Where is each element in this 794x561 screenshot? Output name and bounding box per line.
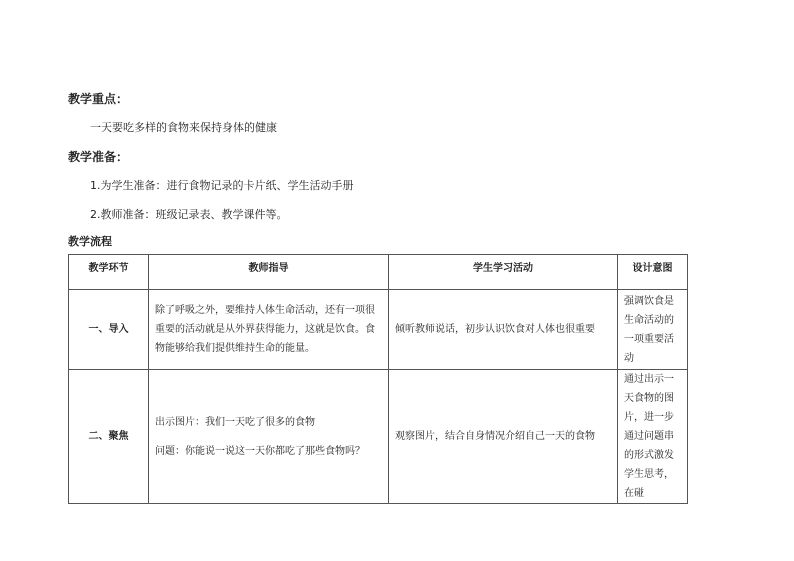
prep-item-student: 1.为学生准备：进行食物记录的卡片纸、学生活动手册 xyxy=(90,179,354,192)
preparation-heading: 教学准备： xyxy=(68,150,129,164)
student-cell: 观察图片，结合自身情况介绍自己一天的食物 xyxy=(389,370,618,504)
header-intent: 设计意图 xyxy=(618,255,688,290)
intent-cell: 强调饮食是生命活动的一项重要活动 xyxy=(618,290,688,370)
student-cell: 倾听教师说话，初步认识饮食对人体也很重要 xyxy=(389,290,618,370)
teacher-line: 问题：你能说一说这一天你都吃了那些食物吗？ xyxy=(155,445,365,457)
key-points-text: 一天要吃多样的食物来保持身体的健康 xyxy=(90,121,277,134)
prep-item-teacher: 2.教师准备：班级记录表、教学课件等。 xyxy=(90,208,288,221)
teacher-cell xyxy=(149,370,389,504)
table-row xyxy=(69,370,688,504)
header-student: 学生学习活动 xyxy=(389,255,618,290)
stage-cell: 二、聚焦 xyxy=(69,370,149,504)
intent-cell: 通过出示一天食物的图片，进一步通过问题串的形式激发学生思考，在碰 xyxy=(618,370,688,504)
process-heading: 教学流程 xyxy=(68,235,112,248)
header-stage: 教学环节 xyxy=(69,255,149,290)
lesson-flow-table xyxy=(68,254,688,504)
stage-cell: 一、导入 xyxy=(69,290,149,370)
header-teacher: 教师指导 xyxy=(149,255,389,290)
teacher-line: 出示图片：我们一天吃了很多的食物 xyxy=(155,416,315,428)
table-row xyxy=(69,290,688,370)
table-header-row xyxy=(69,255,688,290)
key-points-heading: 教学重点： xyxy=(68,92,129,106)
teacher-cell: 除了呼吸之外，要维持人体生命活动，还有一项很重要的活动就是从外界获得能力，这就是饮食。食物能够给我们提供维持生命的能量。 xyxy=(149,290,389,370)
